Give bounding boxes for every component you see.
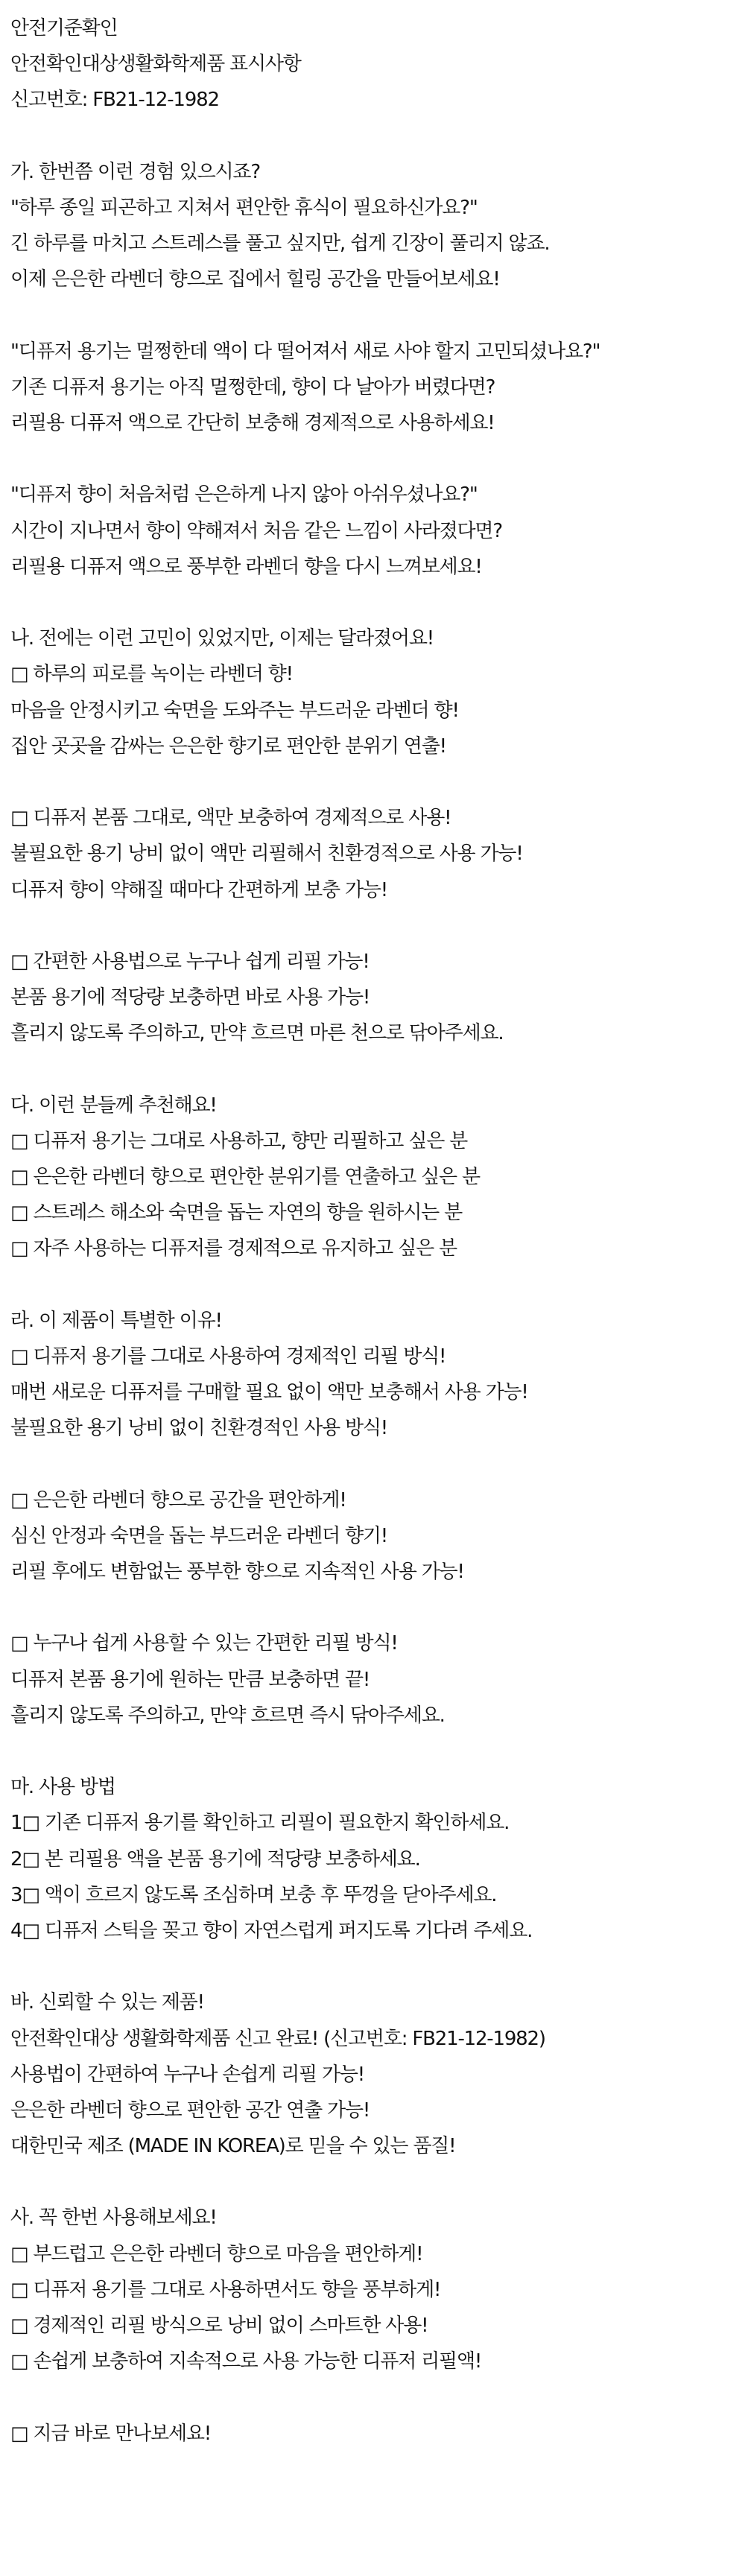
text-line: □ 스트레스 해소와 숙면을 돕는 자연의 향을 원하시는 분: [10, 1202, 463, 1225]
text-line: 다. 이런 분들께 추천해요!: [10, 1094, 217, 1117]
text-line: 집안 곳곳을 감싸는 은은한 향기로 편안한 분위기 연출!: [10, 735, 446, 758]
text-line: 가. 한번쯤 이런 경험 있으시죠?: [10, 160, 260, 183]
text-line: 기존 디퓨저 용기는 아직 멀쩡한데, 향이 다 날아가 버렸다면?: [10, 375, 495, 399]
blank-line: [10, 1447, 745, 1482]
text-line: 4□ 디퓨저 스틱을 꽂고 향이 자연스럽게 퍼지도록 기다려 주세요.: [10, 1919, 533, 1942]
text-line: 이제 은은한 라벤더 향으로 집에서 힐링 공간을 만들어보세요!: [10, 268, 500, 291]
text-line: □ 간편한 사용법으로 누구나 쉽게 리필 가능!: [10, 950, 370, 973]
text-line: 본품 용기에 적당량 보충하면 바로 사용 가능!: [10, 986, 370, 1009]
text-line: 안전기준확인: [10, 17, 118, 39]
text-line: "하루 종일 피곤하고 지쳐서 편안한 휴식이 필요하신가요?": [10, 196, 478, 219]
blank-line: [10, 1051, 745, 1087]
text-line: □ 부드럽고 은은한 라벤더 향으로 마음을 편안하게!: [10, 2242, 423, 2265]
text-line: 매번 새로운 디퓨저를 구매할 필요 없이 액만 보충해서 사용 가능!: [10, 1381, 528, 1404]
text-line: "디퓨저 향이 처음처럼 은은하게 나지 않아 아쉬우셨나요?": [10, 483, 478, 507]
text-line: 긴 하루를 마치고 스트레스를 풀고 싶지만, 쉽게 긴장이 풀리지 않죠.: [10, 232, 550, 256]
text-line: "디퓨저 용기는 멀쩡한데 액이 다 떨어져서 새로 사야 할지 고민되셨나요?": [10, 340, 600, 363]
blank-line: [10, 585, 745, 621]
blank-line: [10, 1733, 745, 1769]
text-line: □ 경제적인 리필 방식으로 낭비 없이 스마트한 사용!: [10, 2315, 428, 2337]
text-line: □ 디퓨저 용기를 그대로 사용하면서도 향을 풍부하게!: [10, 2278, 441, 2301]
blank-line: [10, 764, 745, 800]
text-line: 디퓨저 향이 약해질 때마다 간편하게 보충 가능!: [10, 878, 388, 901]
blank-line: [10, 1590, 745, 1625]
blank-line: [10, 2379, 745, 2415]
text-line: 1□ 기존 디퓨저 용기를 확인하고 리필이 필요한지 확인하세요.: [10, 1812, 510, 1835]
text-line: 2□ 본 리필용 액을 본품 용기에 적당량 보충하세요.: [10, 1847, 420, 1871]
text-line: 안전확인대상 생활화학제품 신고 완료! (신고번호: FB21-12-1982): [10, 2027, 545, 2050]
blank-line: [10, 1267, 745, 1303]
text-line: 리필용 디퓨저 액으로 간단히 보충해 경제적으로 사용하세요!: [10, 412, 495, 435]
text-line: □ 지금 바로 만나보세요!: [10, 2422, 212, 2445]
text-line: 리필용 디퓨저 액으로 풍부한 라벤더 향을 다시 느껴보세요!: [10, 555, 482, 578]
blank-line: [10, 118, 745, 154]
text-line: 불필요한 용기 낭비 없이 친환경적인 사용 방식!: [10, 1417, 388, 1440]
text-line: 디퓨저 본품 용기에 원하는 만큼 보충하면 끝!: [10, 1668, 370, 1691]
text-line: 라. 이 제품이 특별한 이유!: [10, 1309, 222, 1332]
text-line: □ 누구나 쉽게 사용할 수 있는 간편한 리필 방식!: [10, 1632, 398, 1655]
text-line: 흘리지 않도록 주의하고, 만약 흐르면 마른 천으로 닦아주세요.: [10, 1022, 504, 1045]
blank-line: [10, 298, 745, 334]
blank-line: [10, 1949, 745, 1985]
text-line: 대한민국 제조 (MADE IN KOREA)로 믿을 수 있는 품질!: [10, 2135, 456, 2158]
text-line: 신고번호: FB21-12-1982: [10, 89, 219, 112]
text-line: 나. 전에는 이런 고민이 있었지만, 이제는 달라졌어요!: [10, 627, 434, 650]
text-line: 불필요한 용기 낭비 없이 액만 리필해서 친환경적으로 사용 가능!: [10, 843, 523, 866]
text-line: □ 은은한 라벤더 향으로 공간을 편안하게!: [10, 1488, 346, 1511]
text-line: 흘리지 않도록 주의하고, 만약 흐르면 즉시 닦아주세요.: [10, 1704, 445, 1727]
text-line: □ 손쉽게 보충하여 지속적으로 사용 가능한 디퓨저 리필액!: [10, 2350, 482, 2373]
text-line: 마음을 안정시키고 숙면을 도와주는 부드러운 라벤더 향!: [10, 699, 459, 722]
text-line: □ 디퓨저 용기를 그대로 사용하여 경제적인 리필 방식!: [10, 1345, 446, 1368]
text-line: □ 디퓨저 용기는 그대로 사용하고, 향만 리필하고 싶은 분: [10, 1129, 468, 1152]
text-line: □ 은은한 라벤더 향으로 편안한 분위기를 연출하고 싶은 분: [10, 1166, 480, 1188]
text-line: 사. 꼭 한번 사용해보세요!: [10, 2207, 217, 2230]
text-line: 사용법이 간편하여 누구나 손쉽게 리필 가능!: [10, 2063, 365, 2086]
blank-line: [10, 2164, 745, 2200]
text-line: 안전확인대상생활화학제품 표시사항: [10, 53, 301, 76]
text-line: □ 하루의 피로를 녹이는 라벤더 향!: [10, 663, 293, 686]
text-line: 바. 신뢰할 수 있는 제품!: [10, 1991, 204, 2014]
text-line: 리필 후에도 변함없는 풍부한 향으로 지속적인 사용 가능!: [10, 1561, 464, 1584]
blank-line: [10, 908, 745, 944]
blank-line: [10, 441, 745, 477]
text-line: 3□ 액이 흐르지 않도록 조심하며 보충 후 뚜껑을 닫아주세요.: [10, 1883, 497, 1906]
text-line: □ 디퓨저 본품 그대로, 액만 보충하여 경제적으로 사용!: [10, 807, 451, 830]
text-line: □ 자주 사용하는 디퓨저를 경제적으로 유지하고 싶은 분: [10, 1237, 457, 1260]
text-line: 마. 사용 방법: [10, 1776, 115, 1799]
text-line: 은은한 라벤더 향으로 편안한 공간 연출 가능!: [10, 2098, 370, 2122]
text-line: 심신 안정과 숙면을 돕는 부드러운 라벤더 향기!: [10, 1524, 388, 1547]
text-line: 시간이 지나면서 향이 약해져서 처음 같은 느낌이 사라졌다면?: [10, 519, 502, 542]
